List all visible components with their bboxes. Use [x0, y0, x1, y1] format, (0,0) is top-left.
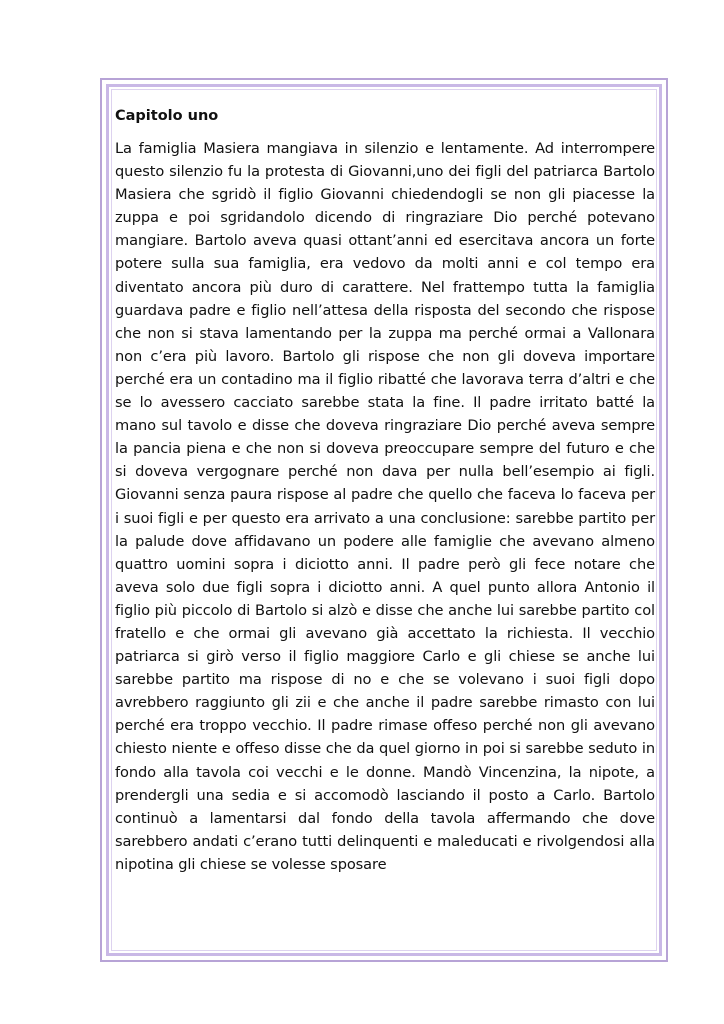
chapter-title: Capitolo uno: [115, 108, 219, 124]
document-content: [115, 105, 655, 876]
body-paragraph: La famiglia Masiera mangiava in silenzio e lentamente. Ad interrompere questo silenzio fu la protesta di Giovanni,uno dei figli del patriarca Bartolo Masiera che sgridò il figlio Giovanni chiedendogli se non gli piacesse la zuppa e poi sgridandolo dicendo di ringraziare Dio perché potevano mangiare. Bartolo aveva quasi ottant’anni ed esercitava ancora un forte potere sulla sua famiglia, era vedovo da molti anni e col tempo era diventato ancora più duro di carattere. Nel frattempo tutta la famiglia guardava padre e figlio nell’attesa della risposta del secondo che rispose che non si stava lamentando per la zuppa ma perché ormai a Vallonara non c’era più lavoro. Bartolo gli rispose che non gli doveva importare perché era un contadino ma il figlio ribatté che lavorava terra d’altri e che se lo avessero cacciato sarebbe stata la fine. Il padre irritato batté la mano sul tavolo e disse che doveva ringraziare Dio perché aveva sempre la pancia piena e che non si doveva preoccupare sempre del futuro e che si doveva vergognare perché non dava per nulla bell’esempio ai figli. Giovanni senza paura rispose al padre che quello che faceva lo faceva per i suoi figli e per questo era arrivato a una conclusione: sarebbe partito per la palude dove affidavano un podere alle famiglie che avevano almeno quattro uomini sopra i diciotto anni. Il padre però gli fece notare che aveva solo due figli sopra i diciotto anni. A quel punto allora Antonio il figlio più piccolo di Bartolo si alzò e disse che anche lui sarebbe partito col fratello e che ormai gli avevano già accettato la richiesta. Il vecchio patriarca si girò verso il figlio maggiore Carlo e gli chiese se anche lui sarebbe partito ma rispose di no e che se volevano i suoi figli dopo avrebbero raggiunto gli zii e che anche il padre sarebbe rimasto con lui perché era troppo vecchio. Il padre rimase offeso perché non gli avevano chiesto niente e offeso disse che da quel giorno in poi si sarebbe seduto in fondo alla tavola coi vecchi e le donne. Mandò Vincenzina, la nipote, a prendergli una sedia e si accomodò lasciando il posto a Carlo. Bartolo continuò a lamentarsi dal fondo della tavola affermando che dove sarebbero andati c’erano tutti delinquenti e maleducati e rivolgendosi alla nipotina gli chiese se volesse sposare: [115, 140, 655, 873]
